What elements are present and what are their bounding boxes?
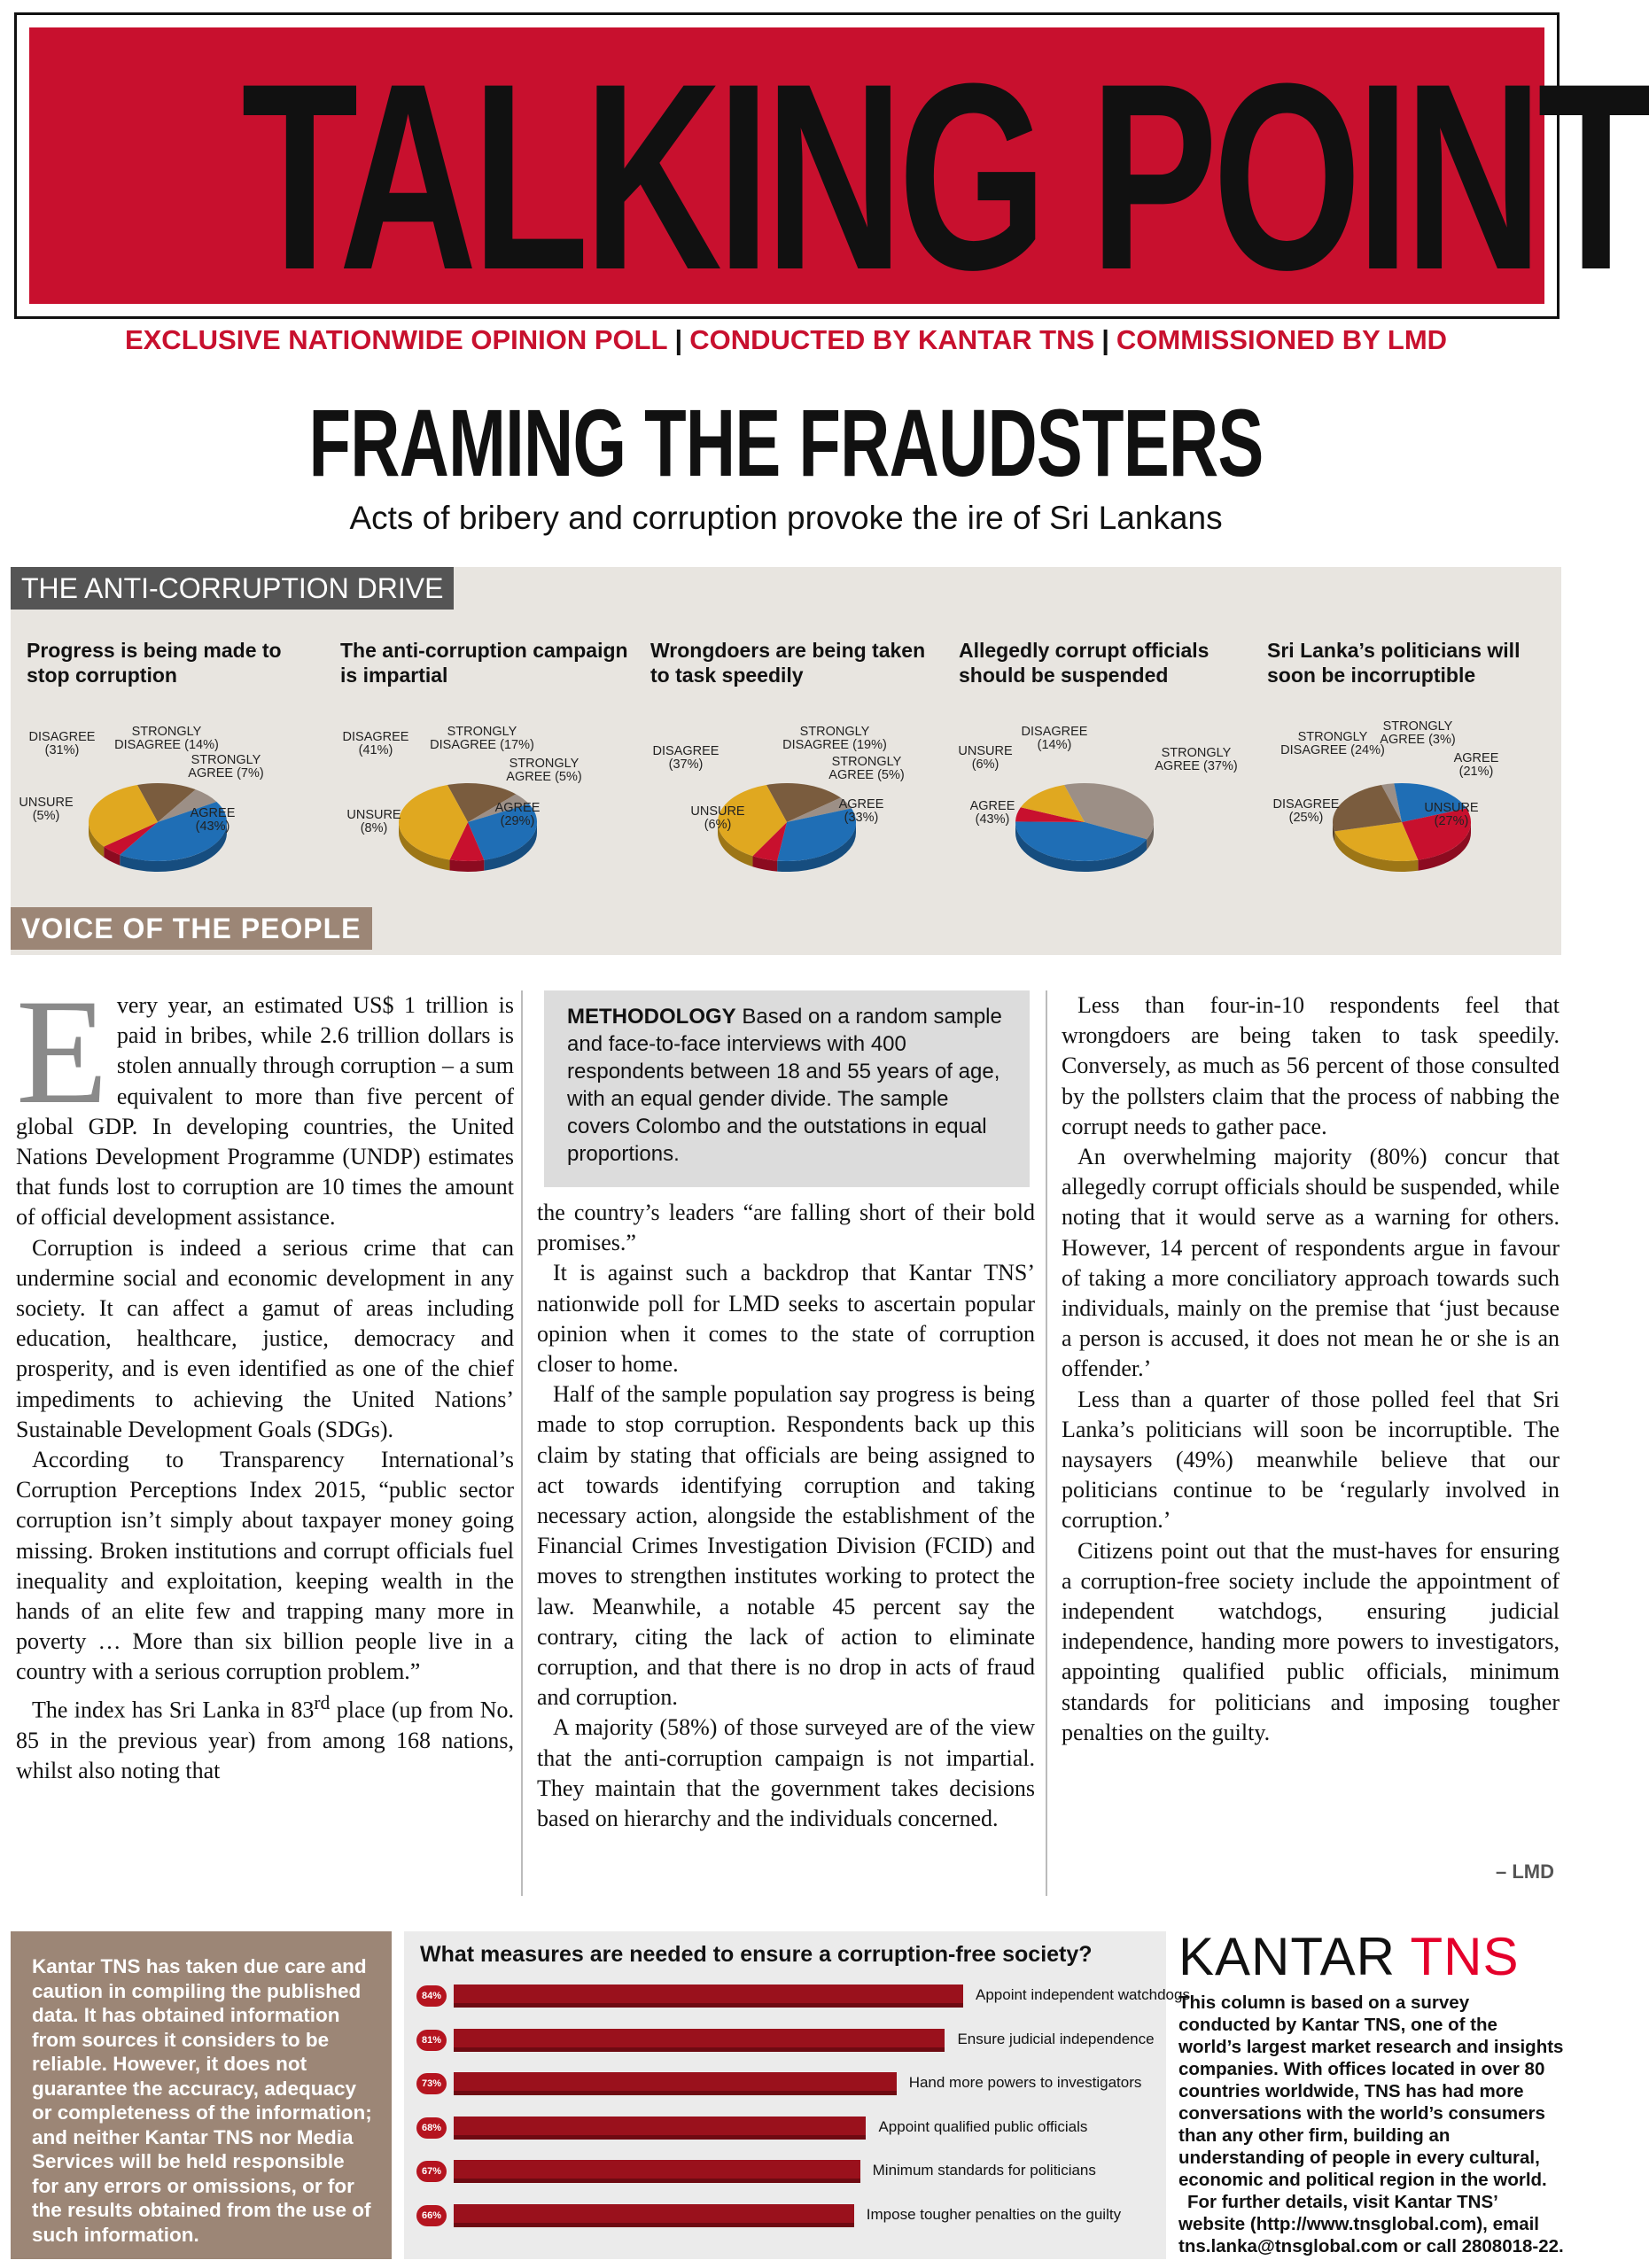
article-column-2 [537,1198,1035,1834]
pie-label: STRONGLY AGREE (3%) [1380,719,1456,747]
pie-label: STRONGLY AGREE (5%) [506,757,582,784]
pie-label: DISAGREE (37%) [652,744,719,772]
column-rule [521,990,523,1896]
strap-part-3: COMMISSIONED BY LMD [1116,324,1448,355]
measure-label: Appoint qualified public officials [878,2117,1088,2135]
section-tag-drive: THE ANTI-CORRUPTION DRIVE [11,567,454,610]
paragraph-text: very year, an estimated US$ 1 trillion is paid in bribes, while 2.6 trillion dollars is stolen annually through corruption – a sum equivalent to more than five percent of global GDP. In developing countries, the United Nations Development Programme (UNDP) estimates that funds lost to corruption are 10 times the amount of official development assistance. [16,992,514,1231]
article-paragraph [16,1688,514,1786]
measure-row [416,2113,1152,2143]
pie-chart-suspended [959,638,1251,904]
measures-chart [404,1931,1190,2259]
masthead-banner [29,27,1649,325]
pie-slice-side [450,859,485,872]
measure-bar [454,2160,860,2183]
pie-chart-speedily [650,638,943,904]
measure-row [416,2025,1155,2055]
measure-bar [454,2117,866,2140]
headline: FRAMING THE FRAUDSTERS [308,389,1264,496]
pie-graphic [959,718,1251,904]
measure-bar [454,2072,897,2095]
section-tag-voice: VOICE OF THE PEOPLE [11,907,372,950]
measures-title: What measures are needed to ensure a corruption-free society? [420,1942,1093,1967]
measure-label: Minimum standards for politicians [872,2162,1096,2179]
article-paragraph: the country’s leaders “are falling short of their bold promises.” [537,1200,1035,1256]
pie-label: AGREE (33%) [838,797,884,825]
measure-percent: 68% [416,2117,447,2139]
deck: Acts of bribery and corruption provoke the ire of Sri Lankans [349,500,1223,536]
pie-label: STRONGLY DISAGREE (19%) [782,725,887,752]
kantar-contact: For further details, visit Kantar TNS’ website (http://www.tnsglobal.com), email tns.lanka@tnsglobal.com or call 2808018-22. [1178,2192,1564,2256]
pie-chart-progress [19,638,319,904]
kantar-description: This column is based on a survey conducted by Kantar TNS, one of the world’s largest market research and insights companies. With offices located in over 80 countries worldwide, TNS has had more conversations with the world’s consumers than any other firm, building an understanding of people in every cultural, economic and political region in the world. [1178,1992,1564,2190]
strap-part-2: CONDUCTED BY KANTAR TNS [689,324,1095,355]
pie-label: UNSURE (5%) [19,796,74,823]
pie-label: UNSURE (27%) [1424,801,1479,828]
pie-label: AGREE (43%) [969,799,1015,827]
measure-label: Ensure judicial independence [957,2030,1155,2047]
pie-graphic [19,718,319,904]
masthead [14,12,1649,325]
article-paragraph: A majority (58%) of those surveyed are of the view that the anti-corruption campaign is not impartial. They maintain that the government takes decisions based on hierarchy and the individuals concerned. [537,1714,1035,1832]
pie-label: AGREE (43%) [190,806,236,834]
pie-label: STRONGLY DISAGREE (14%) [114,725,219,752]
pie-graphic [650,718,943,904]
pie-label: AGREE (21%) [1453,751,1499,779]
byline: – LMD [1496,1860,1554,1883]
pie-chart-incorruptible [1267,638,1560,904]
pie-label: DISAGREE (41%) [342,730,409,757]
measure-row [416,2201,1152,2231]
paragraph-text: The index has Sri Lanka in 83 [32,1697,315,1723]
article-paragraph: Citizens point out that the must-haves for ensuring a corruption-free society include the appointment of independent watchdogs, ensuring judicial independence, handing more powers to investigators, appointing qualified public officials, minimum standards for politicians and imposing tougher penalties on the guilty. [1062,1537,1560,1745]
methodology-label: METHODOLOGY [567,1005,736,1029]
pie-question: The anti-corruption campaign is impartial [340,639,628,687]
measure-bar [454,2204,854,2227]
paragraph-text: place (up from No. 85 in the previous year) from among 168 nations, whilst also noting that [16,1697,514,1783]
logo-tns: TNS [1410,1927,1520,1986]
drop-cap: E [16,968,108,1135]
strap-part-1: EXCLUSIVE NATIONWIDE OPINION POLL [124,324,668,355]
pie-label: UNSURE (6%) [690,804,745,832]
strapline [0,321,1572,360]
measure-bar [454,1984,963,2008]
pie-question: Sri Lanka’s politicians will soon be incorruptible [1267,639,1521,687]
pie-question: Allegedly corrupt officials should be suspended [959,639,1210,687]
article-paragraph: Corruption is indeed a serious crime that can undermine social and economic development in any society. It can affect a gamut of areas including education, healthcare, justice, democracy and prosperity, and is even identified as one of the chief impediments to achieving the United Nations’ Sustainable Development Goals (SDGs). [16,1234,514,1442]
measure-row [416,2156,1152,2186]
article-paragraph: An overwhelming majority (80%) concur that allegedly corrupt officials should be suspended, while noting that it would serve as a warning for others. However, 14 percent of respondents argue in favour of taking a more conciliatory approach towards such individuals, mainly on the premise that ‘just because a person is accused, it does not mean he or she is an offender.’ [1062,1144,1560,1382]
pie-graphic [1267,718,1560,904]
pie-label: AGREE (29%) [494,801,541,828]
article-column-1 [16,968,514,1786]
article-column-3 [1062,990,1560,1748]
pie-label: DISAGREE (31%) [28,730,96,757]
pie-label: STRONGLY DISAGREE (17%) [430,725,534,752]
pie-label: UNSURE (8%) [346,808,401,835]
pie-label: STRONGLY AGREE (5%) [828,755,905,782]
measure-bar [454,2029,945,2052]
measure-percent: 84% [416,1985,447,2007]
column-rule [1046,990,1047,1896]
measure-percent: 67% [416,2161,447,2182]
disclaimer-box: Kantar TNS has taken due care and caution in compiling the published data. It has obtained information from sources it considers to be reliable. However, it does not guarantee the accuracy, adequacy or completeness of the information; and neither Kantar TNS nor Media Services will be held responsible for any errors or omissions, or for the results obtained from the use of such information. [11,1931,392,2259]
superscript: rd [314,1691,331,1713]
strap-separator-2: | [1101,324,1109,355]
pie-label: STRONGLY AGREE (37%) [1155,746,1238,773]
measure-percent: 81% [416,2030,447,2051]
article-paragraph: Less than a quarter of those polled feel that Sri Lanka’s politicians will soon be incorruptible. The naysayers (49%) meanwhile believe that our politicians continue to be ‘regularly involved in corruption.’ [1062,1386,1560,1534]
pie-chart-impartial [340,638,633,904]
kantar-tns-logo [1178,1928,1565,1986]
article-paragraph: Less than four-in-10 respondents feel that wrongdoers are being taken to task speedily. Conversely, as much as 56 percent of those consulted by the pollsters claim that the process of nabbing the corrupt needs to gather pace. [1062,992,1560,1139]
kantar-box [1178,1928,1565,2264]
pie-label: DISAGREE (14%) [1021,725,1088,752]
measure-label: Hand more powers to investigators [908,2074,1142,2091]
measure-percent: 73% [416,2073,447,2094]
pie-question: Progress is being made to stop corruption [27,639,282,687]
article-paragraph: According to Transparency International’s Corruption Perceptions Index 2015, “public sector corruption isn’t simply about taxpayer money going missing. Broken institutions and corrupt officials fuel inequality and exploitation, keeping wealth in the hands of an elite few and trapping many more in poverty … More than six billion people live in a country with a serious corruption problem.” [16,1447,514,1685]
pie-label: UNSURE (6%) [958,744,1013,772]
measure-percent: 66% [416,2205,447,2226]
article-paragraph [16,968,514,1233]
logo-kantar: KANTAR [1178,1927,1396,1986]
methodology-text: Based on a random sample and face-to-face interviews with 400 respondents between 18 and 55 years of age, with an equal gender divide. The sample covers Colombo and the outstations in equal proportions. [567,1005,1002,1166]
strap-separator-1: | [674,324,683,355]
measure-label: Appoint independent watchdogs [976,1986,1190,2003]
measure-row [416,1981,1190,2011]
pie-label: DISAGREE (25%) [1272,797,1340,825]
methodology-box [544,990,1030,1187]
pie-question: Wrongdoers are being taken to task speedily [650,639,926,687]
measure-row [416,2069,1152,2099]
pie-label: STRONGLY DISAGREE (24%) [1280,730,1385,757]
pie-label: STRONGLY AGREE (7%) [188,753,264,781]
article-paragraph: Half of the sample population say progress is being made to stop corruption. Respondents back up this claim by stating that officials are being assigned to act towards identifying corruption and taking necessary action, alongside the establishment of the Financial Crimes Investigation Division (FCID) and moves to strengthen institutes working to protect the law. Meanwhile, a notable 45 percent say the contrary, citing the lack of action to eliminate corruption, and that there is no drop in acts of fraud and corruption. [537,1381,1035,1711]
pie-graphic [340,718,633,904]
article-paragraph: It is against such a backdrop that Kantar TNS’ nationwide poll for LMD seeks to ascertain popular opinion when it comes to the state of corruption closer to home. [537,1260,1035,1378]
measure-label: Impose tougher penalties on the guilty [866,2205,1122,2223]
masthead-title: TALKING POINT [241,27,1649,325]
